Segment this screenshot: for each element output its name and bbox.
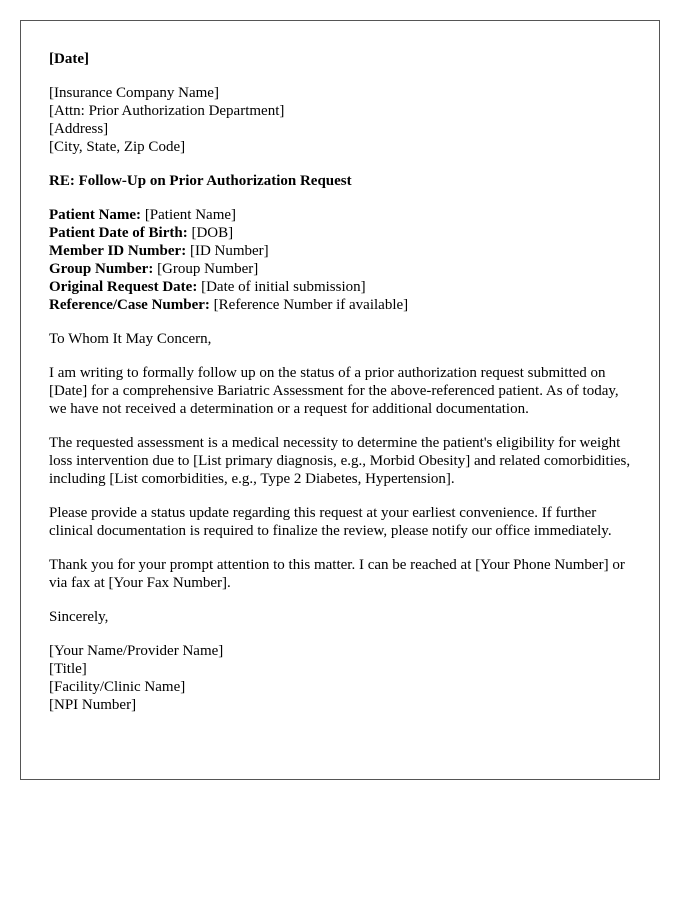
- body-paragraph: The requested assessment is a medical necessity to determine the patient's eligibility for weight loss intervention due to [List primary diagnosis, e.g., Morbid Obesity] and related comorbidities, including [List comorbidities, e.g., Type 2 Diabetes, Hypertension].: [49, 435, 631, 487]
- patient-info-label: Patient Name:: [49, 207, 142, 223]
- patient-info-row: [49, 242, 639, 260]
- letter-date: [Date]: [49, 51, 89, 67]
- body-paragraph: I am writing to formally follow up on the status of a prior authorization request submitted on [Date] for a comprehensive Bariatric Assessment for the above-referenced patient. As of today, we have not received a determination or a request for additional documentation.: [49, 365, 619, 417]
- signature-facility: [Facility/Clinic Name]: [49, 679, 186, 695]
- salutation: To Whom It May Concern,: [49, 331, 212, 347]
- signature-block: [49, 642, 639, 714]
- patient-info: [49, 206, 639, 314]
- patient-info-value: [Group Number]: [157, 261, 259, 277]
- body-paragraph: Please provide a status update regarding this request at your earliest convenience. If further clinical documentation is required to finalize the review, please notify our office immediately.: [49, 505, 612, 539]
- signature-name: [Your Name/Provider Name]: [49, 643, 224, 659]
- patient-info-label: Group Number:: [49, 261, 154, 277]
- patient-info-row: [49, 260, 639, 278]
- recipient-company: [Insurance Company Name]: [49, 85, 219, 101]
- body-paragraph: Thank you for your prompt attention to this matter. I can be reached at [Your Phone Number] or via fax at [Your Fax Number].: [49, 557, 625, 591]
- signature-title: [Title]: [49, 661, 87, 677]
- patient-info-row: [49, 278, 639, 296]
- recipient-attn: [Attn: Prior Authorization Department]: [49, 103, 285, 119]
- patient-info-value: [DOB]: [191, 225, 234, 241]
- patient-info-value: [Date of initial submission]: [201, 279, 366, 295]
- recipient-city-state-zip: [City, State, Zip Code]: [49, 139, 186, 155]
- signature-npi: [NPI Number]: [49, 697, 137, 713]
- closing-block: [49, 608, 639, 626]
- patient-info-row: [49, 296, 639, 314]
- patient-info-label: Patient Date of Birth:: [49, 225, 188, 241]
- date-block: [49, 50, 639, 68]
- patient-info-value: [ID Number]: [189, 243, 269, 259]
- subject-line: RE: Follow-Up on Prior Authorization Request: [49, 173, 352, 189]
- subject-block: [49, 172, 639, 190]
- recipient-address: [49, 84, 639, 156]
- patient-info-label: Reference/Case Number:: [49, 297, 210, 313]
- letter-body: [49, 50, 639, 730]
- patient-info-label: Original Request Date:: [49, 279, 198, 295]
- letter-frame: [20, 20, 660, 780]
- closing: Sincerely,: [49, 609, 109, 625]
- patient-info-value: [Reference Number if available]: [213, 297, 409, 313]
- patient-info-label: Member ID Number:: [49, 243, 187, 259]
- salutation-block: [49, 330, 639, 348]
- patient-info-value: [Patient Name]: [144, 207, 237, 223]
- patient-info-row: [49, 206, 639, 224]
- recipient-street: [Address]: [49, 121, 109, 137]
- patient-info-row: [49, 224, 639, 242]
